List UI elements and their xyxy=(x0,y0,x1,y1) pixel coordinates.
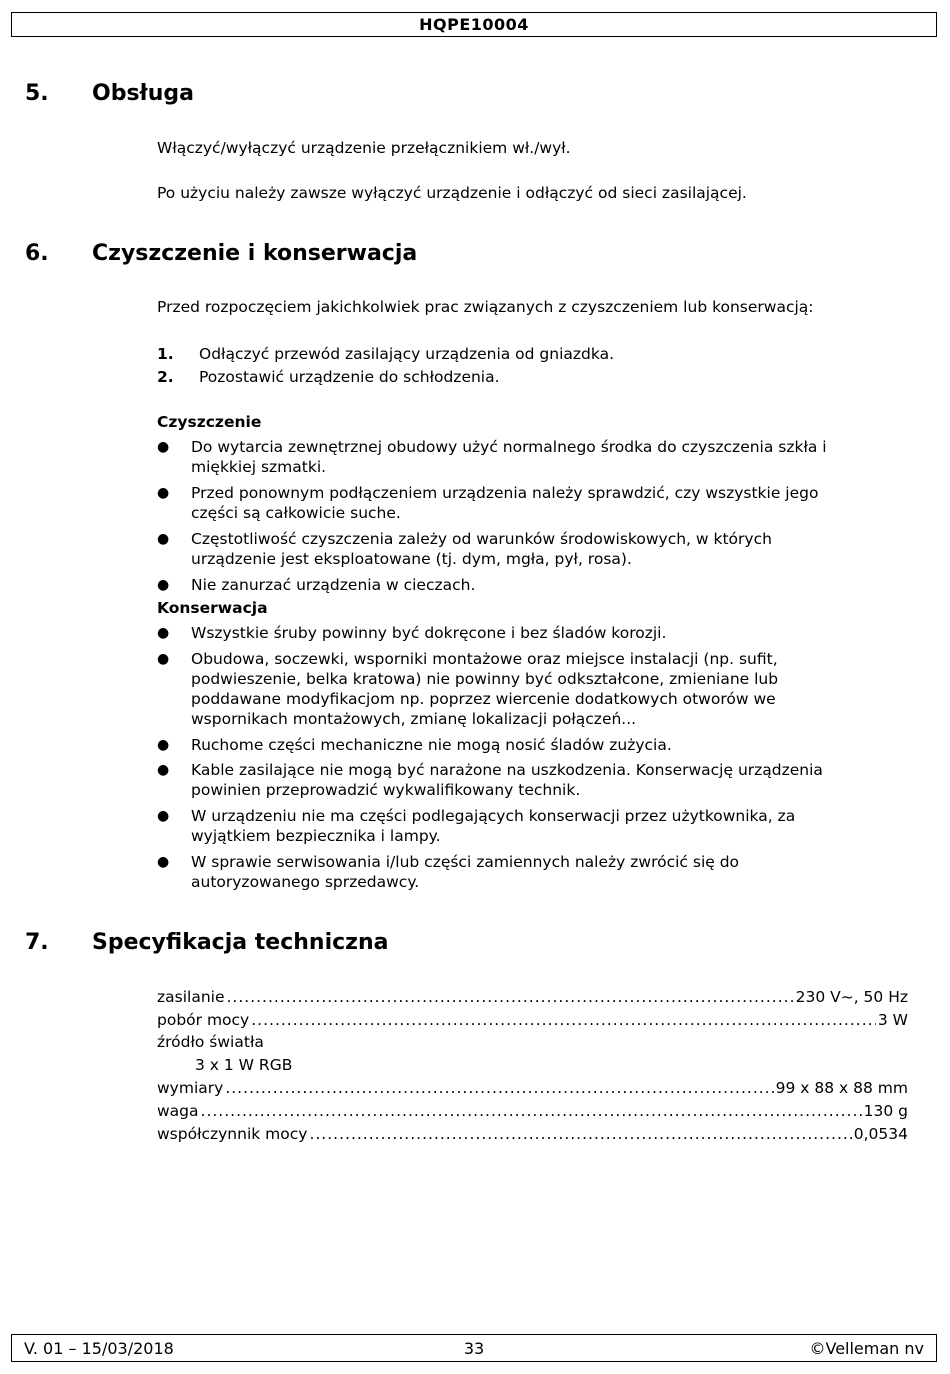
list-item-text: wyjątkiem bezpiecznika i lampy. xyxy=(191,827,441,845)
numbered-step xyxy=(157,344,614,364)
list-item-text: podwieszenie, belka kratowa) nie powinny być odkształcone, zmieniane lub xyxy=(191,670,779,688)
step-text: Pozostawić urządzenie do schłodzenia. xyxy=(199,368,500,386)
list-item-text: poddawane modyfikacjom np. poprzez wiercenie dodatkowych otworów we xyxy=(191,690,776,708)
dot-leader xyxy=(227,987,794,1007)
section-title: Obsługa xyxy=(92,81,194,106)
spec-row xyxy=(157,1101,908,1121)
section-number: 6. xyxy=(25,241,49,266)
section-number: 7. xyxy=(25,930,49,955)
spec-row xyxy=(157,1124,908,1144)
spec-value: 0,0534 xyxy=(853,1125,908,1143)
spec-row xyxy=(157,1010,908,1030)
spec-row xyxy=(157,1078,908,1098)
spec-label: waga xyxy=(157,1102,199,1120)
spec-label: wymiary xyxy=(157,1079,224,1097)
list-item-text: Do wytarcia zewnętrznej obudowy użyć normalnego środka do czyszczenia szkła i xyxy=(191,438,827,456)
spec-label: współczynnik mocy xyxy=(157,1125,308,1143)
spec-label: zasilanie xyxy=(157,988,225,1006)
list-item-text: Przed ponownym podłączeniem urządzenia należy sprawdzić, czy wszystkie jego xyxy=(191,484,819,502)
bullet-icon: ● xyxy=(157,854,170,870)
section-number: 5. xyxy=(25,81,49,106)
document-footer xyxy=(11,1334,937,1362)
bullet-icon: ● xyxy=(157,531,170,547)
list-item-text: Kable zasilające nie mogą być narażone na uszkodzenia. Konserwację urządzenia xyxy=(191,761,823,779)
spec-row xyxy=(157,987,908,1007)
dot-leader xyxy=(251,1010,876,1030)
document-header xyxy=(11,12,937,37)
spec-value: 99 x 88 x 88 mm xyxy=(775,1079,908,1097)
spec-value: 230 V~, 50 Hz xyxy=(795,988,908,1006)
step-number: 2. xyxy=(157,368,174,386)
list-item-text: W urządzeniu nie ma części podlegających konserwacji przez użytkownika, za xyxy=(191,807,796,825)
page-number: 33 xyxy=(463,1339,485,1358)
subheading-cleaning: Czyszczenie xyxy=(157,413,262,431)
bullet-icon: ● xyxy=(157,762,170,778)
spec-value: 130 g xyxy=(863,1102,908,1120)
step-number: 1. xyxy=(157,345,174,363)
bullet-icon: ● xyxy=(157,737,170,753)
list-item-text: autoryzowanego sprzedawcy. xyxy=(191,873,420,891)
list-item-text: Ruchome części mechaniczne nie mogą nosić śladów zużycia. xyxy=(191,736,672,754)
dot-leader xyxy=(225,1078,773,1098)
list-item-text: W sprawie serwisowania i/lub części zamiennych należy zwrócić się do xyxy=(191,853,740,871)
section-7-heading xyxy=(25,929,388,957)
list-item-text: wspornikach montażowych, zmianę lokalizacji połączeń... xyxy=(191,710,637,728)
doc-code: HQPE10004 xyxy=(419,15,529,34)
version-date: V. 01 – 15/03/2018 xyxy=(24,1339,174,1358)
step-text: Odłączyć przewód zasilający urządzenia od gniazdka. xyxy=(199,345,614,363)
section-title: Specyfikacja techniczna xyxy=(92,930,389,955)
bullet-icon: ● xyxy=(157,577,170,593)
spec-value: 3 W xyxy=(877,1011,908,1029)
paragraph: Przed rozpoczęciem jakichkolwiek prac związanych z czyszczeniem lub konserwacją: xyxy=(157,298,814,316)
list-item-text: Obudowa, soczewki, wsporniki montażowe oraz miejsce instalacji (np. sufit, xyxy=(191,650,778,668)
bullet-icon: ● xyxy=(157,439,170,455)
bullet-icon: ● xyxy=(157,651,170,667)
section-6-heading xyxy=(25,240,417,268)
bullet-icon: ● xyxy=(157,625,170,641)
section-title: Czyszczenie i konserwacja xyxy=(92,241,418,266)
paragraph: Włączyć/wyłączyć urządzenie przełącznikiem wł./wył. xyxy=(157,139,571,157)
spec-value: 3 x 1 W RGB xyxy=(195,1056,293,1074)
numbered-step xyxy=(157,367,500,387)
subheading-maintenance: Konserwacja xyxy=(157,599,268,617)
dot-leader xyxy=(201,1101,862,1121)
spec-label: źródło światła xyxy=(157,1033,264,1051)
bullet-icon: ● xyxy=(157,485,170,501)
list-item-text: powinien przeprowadzić wykwalifikowany technik. xyxy=(191,781,581,799)
list-item-text: Wszystkie śruby powinny być dokręcone i bez śladów korozji. xyxy=(191,624,667,642)
dot-leader xyxy=(309,1124,851,1144)
list-item-text: urządzenie jest eksploatowane (tj. dym, mgła, pył, rosa). xyxy=(191,550,632,568)
list-item-text: miękkiej szmatki. xyxy=(191,458,327,476)
paragraph: Po użyciu należy zawsze wyłączyć urządzenie i odłączyć od sieci zasilającej. xyxy=(157,184,747,202)
section-5-heading xyxy=(25,80,194,108)
spec-label: pobór mocy xyxy=(157,1011,250,1029)
list-item-text: części są całkowicie suche. xyxy=(191,504,401,522)
copyright: ©Velleman nv xyxy=(809,1339,924,1358)
list-item-text: Nie zanurzać urządzenia w cieczach. xyxy=(191,576,476,594)
bullet-icon: ● xyxy=(157,808,170,824)
list-item-text: Częstotliwość czyszczenia zależy od warunków środowiskowych, w których xyxy=(191,530,772,548)
